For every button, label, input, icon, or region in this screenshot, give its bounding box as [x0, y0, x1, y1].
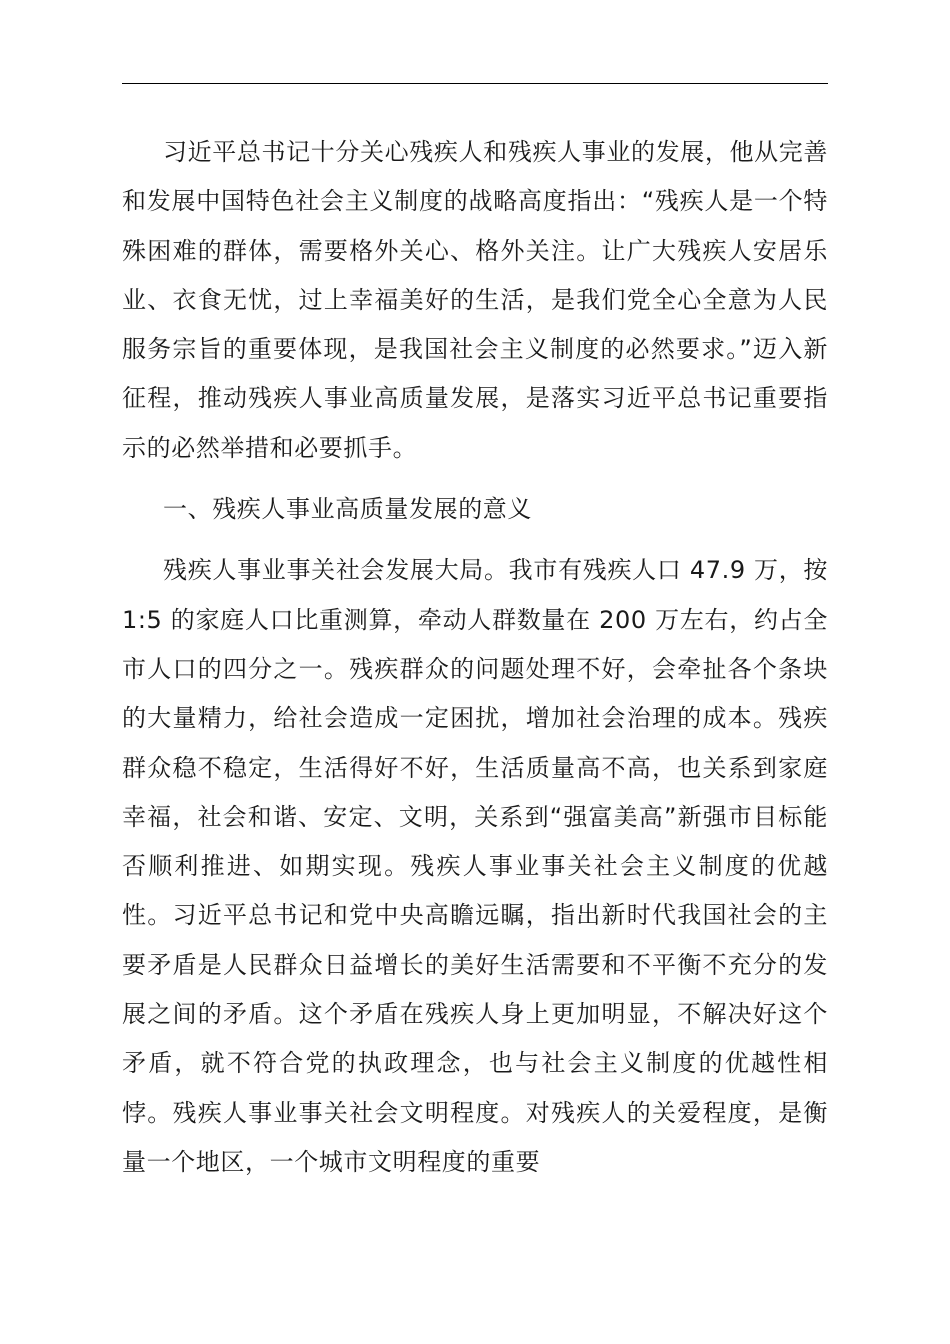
intro-paragraph: 习近平总书记十分关心残疾人和残疾人事业的发展，他从完善和发展中国特色社会主义制度的战略高度指出：“残疾人是一个特殊困难的群体，需要格外关心、格外关注。让广大残疾人安居乐业、衣食无忧，过上幸福美好的生活，是我们党全心全意为人民服务宗旨的重要体现，是我国社会主义制度的必然要求。”迈入新征程，推动残疾人事业高质量发展，是落实习近平总书记重要指示的必然举措和必要抓手。 — [122, 138, 828, 462]
header-rule — [122, 83, 828, 84]
section-body-paragraph: 残疾人事业事关社会发展大局。我市有残疾人口 47.9 万，按 1:5 的家庭人口比重测算，牵动人群数量在 200 万左右，约占全市人口的四分之一。残疾群众的问题处理不好，会牵扯各个条块的大量精力，给社会造成一定困扰，增加社会治理的成本。残疾群众稳不稳定，生活得好不好，生活质量高不高，也关系到家庭幸福，社会和谐、安定、文明，关系到“强富美高”新强市目标能否顺利推进、如期实现。残疾人事业事关社会主义制度的优越性。习近平总书记和党中央高瞻远瞩，指出新时代我国社会的主要矛盾是人民群众日益增长的美好生活需要和不平衡不充分的发展之间的矛盾。这个矛盾在残疾人身上更加明显，不解决好这个矛盾，就不符合党的执政理念，也与社会主义制度的优越性相悖。残疾人事业事关社会文明程度。对残疾人的关爱程度，是衡量一个地区，一个城市文明程度的重要 — [122, 556, 828, 1176]
section-heading: 一、残疾人事业高质量发展的意义 — [163, 495, 532, 524]
document-body — [122, 128, 828, 1187]
